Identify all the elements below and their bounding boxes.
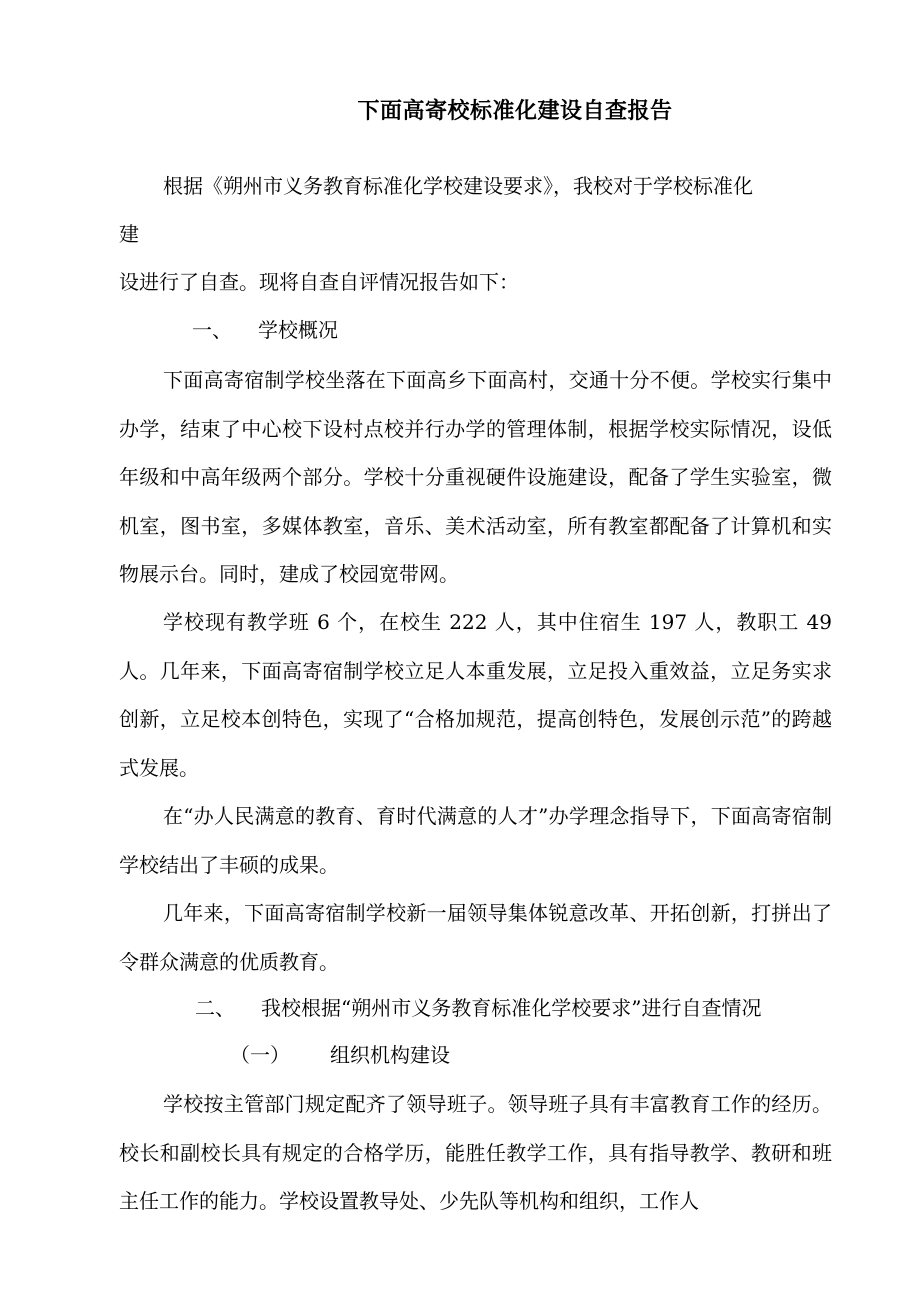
subsection-1-title: 组织机构建设 (330, 1043, 450, 1067)
paragraph-school-overview: 下面高寄宿制学校坐落在下面高乡下面高村，交通十分不便。学校实行集中办学，结束了中心校下设村点校并行办学的管理体制，根据学校实际情况，设低年级和中高年级两个部分。学校十分重视硬件设施建设，配备了学生实验室，微机室，图书室，多媒体教室，音乐、美术活动室，所有教室都配备了计算机和实物展示台。同时，建成了校园宽带网。 (119, 368, 832, 586)
section-2-title: 我校根据“朔州市义务教育标准化学校要求”进行自查情况 (261, 996, 762, 1020)
subsection-1-number: （一） (230, 1043, 290, 1067)
document-title: 下面高寄校标准化建设自查报告 (357, 99, 673, 124)
intro-line-3: 设进行了自查。现将自查自评情况报告如下： (119, 270, 519, 294)
subsection-1-heading (230, 1040, 450, 1070)
section-2-heading (195, 993, 761, 1023)
paragraph-leadership: 几年来，下面高寄宿制学校新一届领导集体锐意改革、开拓创新，打拼出了令群众满意的优质教育。 (119, 901, 832, 974)
intro-line-1: 根据《朔州市义务教育标准化学校建设要求》，我校对于学校标准化 (163, 174, 753, 198)
paragraph-philosophy: 在“办人民满意的教育、育时代满意的人才”办学理念指导下，下面高寄宿制学校结出了丰硕的成果。 (119, 804, 832, 877)
section-1-title: 学校概况 (258, 318, 338, 342)
section-1-heading (192, 315, 338, 345)
paragraph-organization: 学校按主管部门规定配齐了领导班子。领导班子具有丰富教育工作的经历。校长和副校长具有规定的合格学历，能胜任教学工作，具有指导教学、教研和班主任工作的能力。学校设置教导处、少先队等机构和组织，工作人 (119, 1092, 832, 1213)
paragraph-school-stats: 学校现有教学班 6 个，在校生 222 人，其中住宿生 197 人，教职工 49 人。几年来，下面高寄宿制学校立足人本重发展，立足投入重效益，立足务实求创新，立足校本创特色，实现了“合格加规范，提高创特色，发展创示范”的跨越式发展。 (119, 610, 832, 780)
intro-line-2: 建 (119, 222, 139, 246)
section-2-number: 二、 (195, 996, 235, 1020)
section-1-number: 一、 (192, 318, 232, 342)
